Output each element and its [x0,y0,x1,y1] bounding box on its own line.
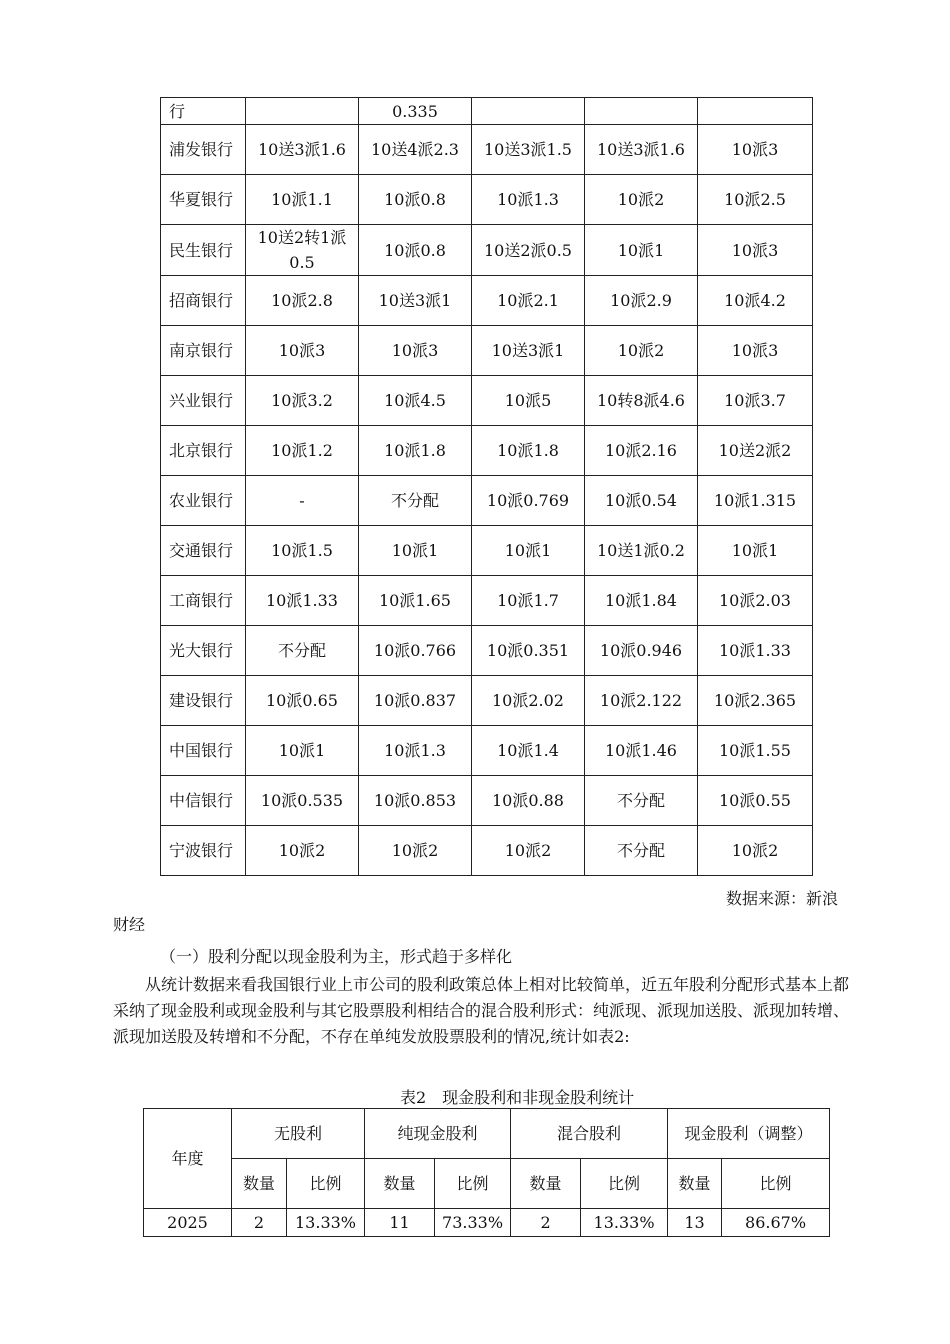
cell-value: 11 [365,1209,435,1237]
cell-value: 13 [668,1209,722,1237]
dividend-cell [246,98,359,125]
dividend-cell: 10派2.365 [698,676,813,726]
dividend-cell: 10派4.2 [698,276,813,326]
sub-count: 数量 [511,1159,581,1209]
dividend-cell: 10派0.853 [359,776,472,826]
dividend-cell: 10派1 [698,526,813,576]
bank-name: 工商银行 [161,576,246,626]
dividend-cell: 10派1.3 [359,726,472,776]
dividend-cell: 10派1 [246,726,359,776]
table-row [161,726,813,776]
dividend-cell: 10派3 [246,326,359,376]
dividend-cell: 10派1.55 [698,726,813,776]
data-source-cont: 财经 [113,915,146,934]
dividend-cell: 10派2 [472,826,585,876]
bank-name: 建设银行 [161,676,246,726]
dividend-cell: 10派0.769 [472,476,585,526]
dividend-cell: 10派0.54 [585,476,698,526]
bank-name: 兴业银行 [161,376,246,426]
dividend-cell: 10派0.88 [472,776,585,826]
dividend-cell: 10派1.315 [698,476,813,526]
dividend-cell: 10派1.4 [472,726,585,776]
dividend-cell: 10派3.7 [698,376,813,426]
bank-name: 民生银行 [161,225,246,276]
dividend-cell: 10派2.5 [698,175,813,225]
bank-name: 南京银行 [161,326,246,376]
dividend-cell: 10派2.9 [585,276,698,326]
cell-value: 2 [511,1209,581,1237]
dividend-cell: 不分配 [246,626,359,676]
dividend-cell: 10派2.1 [472,276,585,326]
sub-ratio: 比例 [287,1159,365,1209]
sub-ratio: 比例 [581,1159,668,1209]
dividend-cell: 10派1.65 [359,576,472,626]
bank-name: 华夏银行 [161,175,246,225]
table-row [161,98,813,125]
dividend-cell: 10送3派1.6 [246,125,359,175]
dividend-cell: 10派2 [698,826,813,876]
dividend-cell: 10送2派0.5 [472,225,585,276]
dividend-cell: 10派0.351 [472,626,585,676]
bank-name: 招商银行 [161,276,246,326]
dividend-cell: 10派3 [698,225,813,276]
row-year: 2025 [144,1209,232,1237]
dividend-cell: 10派1.1 [246,175,359,225]
cell-value: 73.33% [435,1209,511,1237]
dividend-cell: 不分配 [585,826,698,876]
dividend-cell: 10派3 [698,125,813,175]
dividend-cell: 10派3 [698,326,813,376]
dividend-cell: 10派3 [359,326,472,376]
cell-value: 86.67% [722,1209,830,1237]
dividend-cell: 10派2.16 [585,426,698,476]
dividend-cell: 10派0.8 [359,175,472,225]
table-row [161,376,813,426]
table-row [161,175,813,225]
table-row [161,225,813,276]
header-group: 现金股利（调整） [668,1109,830,1159]
sub-count: 数量 [232,1159,287,1209]
dividend-cell: 10派0.55 [698,776,813,826]
dividend-cell: 不分配 [585,776,698,826]
cell-value: 13.33% [581,1209,668,1237]
dividend-cell [698,98,813,125]
table-row [161,276,813,326]
stats-table [143,1108,830,1237]
dividend-cell: 10派1.8 [472,426,585,476]
dividend-cell: 10派1.84 [585,576,698,626]
dividend-cell: 10派0.65 [246,676,359,726]
cell-value: 13.33% [287,1209,365,1237]
dividend-cell: 10送3派1.6 [585,125,698,175]
dividend-cell: 10派1 [472,526,585,576]
data-source: 数据来源：新浪 [726,889,839,908]
dividend-cell: 10派0.946 [585,626,698,676]
dividend-cell: 不分配 [359,476,472,526]
table2-title: 表2 现金股利和非现金股利统计 [400,1088,635,1107]
dividend-cell: 10派4.5 [359,376,472,426]
dividend-cell: 10派1 [585,225,698,276]
bank-name: 浦发银行 [161,125,246,175]
dividend-cell: 10送2转1派0.5 [246,225,359,276]
sub-count: 数量 [365,1159,435,1209]
dividend-cell: 10送2派2 [698,426,813,476]
table-row [161,526,813,576]
table-row [161,626,813,676]
bank-name: 光大银行 [161,626,246,676]
sub-count: 数量 [668,1159,722,1209]
dividend-cell: 10派0.8 [359,225,472,276]
dividend-cell: 10派1.3 [472,175,585,225]
header-group: 混合股利 [511,1109,668,1159]
body-paragraph: 从统计数据来看我国银行业上市公司的股利政策总体上相对比较简单，近五年股利分配形式基本上都采纳了现金股利或现金股利与其它股票股利相结合的混合股利形式：纯派现、派现加送股、派现加转增、派现加送股及转增和不分配，不存在单纯发放股票股利的情况,统计如表2: [113,975,850,1046]
dividend-cell: 10派2 [359,826,472,876]
dividend-cell: 10派5 [472,376,585,426]
bank-name: 北京银行 [161,426,246,476]
dividend-cell: 10送3派1.5 [472,125,585,175]
dividend-cell: 10派1.2 [246,426,359,476]
header-group: 无股利 [232,1109,365,1159]
dividend-cell: 10派0.837 [359,676,472,726]
dividend-cell: 10派1.46 [585,726,698,776]
table-row [161,326,813,376]
bank-name: 农业银行 [161,476,246,526]
dividend-cell: 10派2 [585,326,698,376]
dividend-cell: 10派0.535 [246,776,359,826]
dividend-cell: 10派2.8 [246,276,359,326]
dividend-cell: 10派2.02 [472,676,585,726]
table-row [161,576,813,626]
dividend-table [160,97,813,876]
dividend-cell: 10派2 [585,175,698,225]
dividend-cell: 10送3派1 [472,326,585,376]
dividend-cell [472,98,585,125]
dividend-cell: 10派1.33 [698,626,813,676]
dividend-cell: 10派1.8 [359,426,472,476]
table-row [161,426,813,476]
dividend-cell: 10送4派2.3 [359,125,472,175]
dividend-cell: 10送3派1 [359,276,472,326]
table-row [161,776,813,826]
dividend-cell: 0.335 [359,98,472,125]
table-row [161,125,813,175]
dividend-cell: 10转8派4.6 [585,376,698,426]
bank-name: 中国银行 [161,726,246,776]
dividend-cell: 10送1派0.2 [585,526,698,576]
dividend-cell: 10派3.2 [246,376,359,426]
table-row [161,826,813,876]
table-row [161,476,813,526]
sub-ratio: 比例 [722,1159,830,1209]
dividend-cell: 10派0.766 [359,626,472,676]
bank-name: 交通银行 [161,526,246,576]
dividend-cell: 10派2.03 [698,576,813,626]
dividend-cell: 10派2.122 [585,676,698,726]
dividend-cell [585,98,698,125]
section-heading: （一）股利分配以现金股利为主，形式趋于多样化 [160,947,513,966]
bank-name: 中信银行 [161,776,246,826]
dividend-cell: 10派1.5 [246,526,359,576]
dividend-cell: 10派2 [246,826,359,876]
dividend-cell: - [246,476,359,526]
table-row [161,676,813,726]
dividend-cell: 10派1.33 [246,576,359,626]
header-group: 纯现金股利 [365,1109,511,1159]
header-year: 年度 [144,1109,232,1209]
dividend-cell: 10派1 [359,526,472,576]
cell-value: 2 [232,1209,287,1237]
dividend-cell: 10派1.7 [472,576,585,626]
bank-name: 行 [161,98,246,125]
sub-ratio: 比例 [435,1159,511,1209]
bank-name: 宁波银行 [161,826,246,876]
